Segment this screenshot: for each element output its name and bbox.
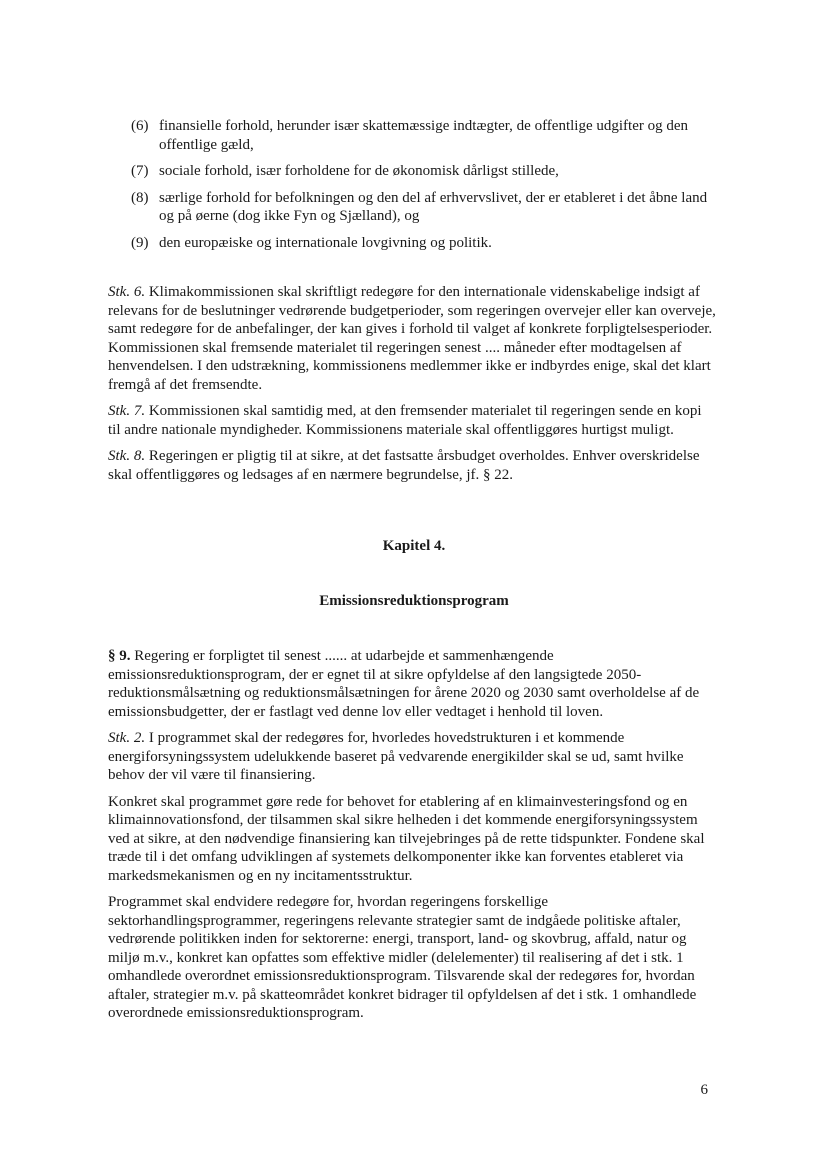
- list-item: [131, 189, 721, 226]
- paragraph: Konkret skal programmet gøre rede for behovet for etablering af en klimainvesteringsfond og en klimainnovationsfond, der tilsammen skal sikre helheden i det kommende energiforsyningssystem ved at sikre, at den nødvendige finansiering kan tilvejebringes på de rette tidspunkter. Fondene skal træde til i det omfang udviklingen af systemets delkomponenter ikke kan forventes etableret via markedsmekanismen og en ny incitamentsstruktur.: [108, 793, 705, 884]
- paragraph-9: [108, 647, 716, 721]
- list-number: (7): [131, 163, 149, 179]
- list-number: (6): [131, 118, 149, 134]
- paragraph-text: I programmet skal der redegøres for, hvorledes hovedstrukturen i et kommende energiforsyningssystem udelukkende baseret på vedvarende energikilder skal se ud, samt hvilke behov der vil være til finansiering.: [108, 730, 684, 783]
- paragraph-text: Kommissionen skal samtidig med, at den fremsender materialet til regeringen sende en kopi til andre nationale myndigheder. Kommissionens materiale skal offentliggøres hurtigst muligt.: [108, 403, 702, 438]
- list-item: [131, 162, 721, 181]
- list-item: [131, 117, 721, 154]
- paragraph-text: Regering er forpligtet til senest ...... at udarbejde et sammenhængende emissionsreduktionsprogram, der er egnet til at sikre opfyldelse af den langsigtede 2050-reduktionsmålsætning og reduktionsmålsætningen for årene 2020 og 2030 samt overholdelse af de emissionsbudgetter, der er fastlagt ved denne lov eller vedtaget i henhold til loven.: [108, 648, 700, 720]
- list-text: finansielle forhold, herunder især skattemæssige indtægter, de offentlige udgifter og den offentlige gæld,: [159, 118, 688, 153]
- paragraph-text: Klimakommissionen skal skriftligt redegøre for den internationale videnskabelige indsigt af relevans for de beslutninger vedrørende budgetperioder, som regeringen overvejer eller kan overveje, samt redegøre for de anbefalinger, der kan gives i forhold til valget af konkrete forpligtelsesperioder. Kommissionen skal fremsende materialet til regeringen senest .... måneder efter modtagelsen af henvendelsen. I den udstrækning, kommissionens medlemmer ikke er indbyrdes enige, skal det klart fremgå af det fremsendte.: [108, 284, 716, 393]
- section-stk-paragraphs: [108, 283, 716, 492]
- section-label: § 9.: [108, 648, 131, 664]
- paragraph: Programmet skal endvidere redegøre for, hvordan regeringens forskellige sektorhandlingsprogrammer, regeringens relevante strategier samt de indgåede politiske aftaler, vedrørende politikken inden for sektorerne: energi, transport, land- og skovbrug, affald, natur og miljø m.v., konkret kan opfattes som effektive midler (delelementer) til realisering af det i stk. 1 omhandlede overordnet emissionsreduktionsprogram. Tilsvarende skal der redegøres for, hvordan aftaler, strategier m.v. på skatteområdet konkret bidrager til opfyldelsen af det i stk. 1 omhandlede overordnede emissionsreduktionsprogram.: [108, 894, 697, 1021]
- list-text: sociale forhold, især forholdene for de økonomisk dårligst stillede,: [159, 163, 559, 179]
- chapter-subtitle: Emissionsreduktionsprogram: [319, 593, 509, 609]
- list-text: den europæiske og internationale lovgivning og politik.: [159, 234, 492, 251]
- section-paragraph-9: [108, 647, 716, 1031]
- chapter-title: Kapitel 4.: [382, 538, 446, 554]
- list-number: (9): [131, 234, 149, 251]
- stk-label: Stk. 8.: [108, 448, 146, 464]
- stk-label: Stk. 6.: [108, 284, 146, 300]
- stk-8-paragraph: [108, 447, 716, 484]
- paragraph-text: Regeringen er pligtig til at sikre, at det fastsatte årsbudget overholdes. Enhver overskridelse skal offentliggøres og ledsages af en nærmere begrundelse, jf. § 22.: [108, 448, 700, 483]
- list-text: særlige forhold for befolkningen og den del af erhvervslivet, der er etableret i det åbne land og på øerne (dog ikke Fyn og Sjælland), og: [159, 189, 708, 224]
- stk-6-paragraph: [108, 283, 716, 394]
- enumerated-list: [131, 117, 721, 260]
- stk-2-paragraph: [108, 729, 716, 785]
- stk-7-paragraph: [108, 402, 716, 439]
- list-number: (8): [131, 189, 149, 206]
- stk-label: Stk. 7.: [108, 403, 146, 419]
- page-number: 6: [700, 1082, 708, 1098]
- list-item: [131, 234, 721, 253]
- stk-label: Stk. 2.: [108, 730, 146, 746]
